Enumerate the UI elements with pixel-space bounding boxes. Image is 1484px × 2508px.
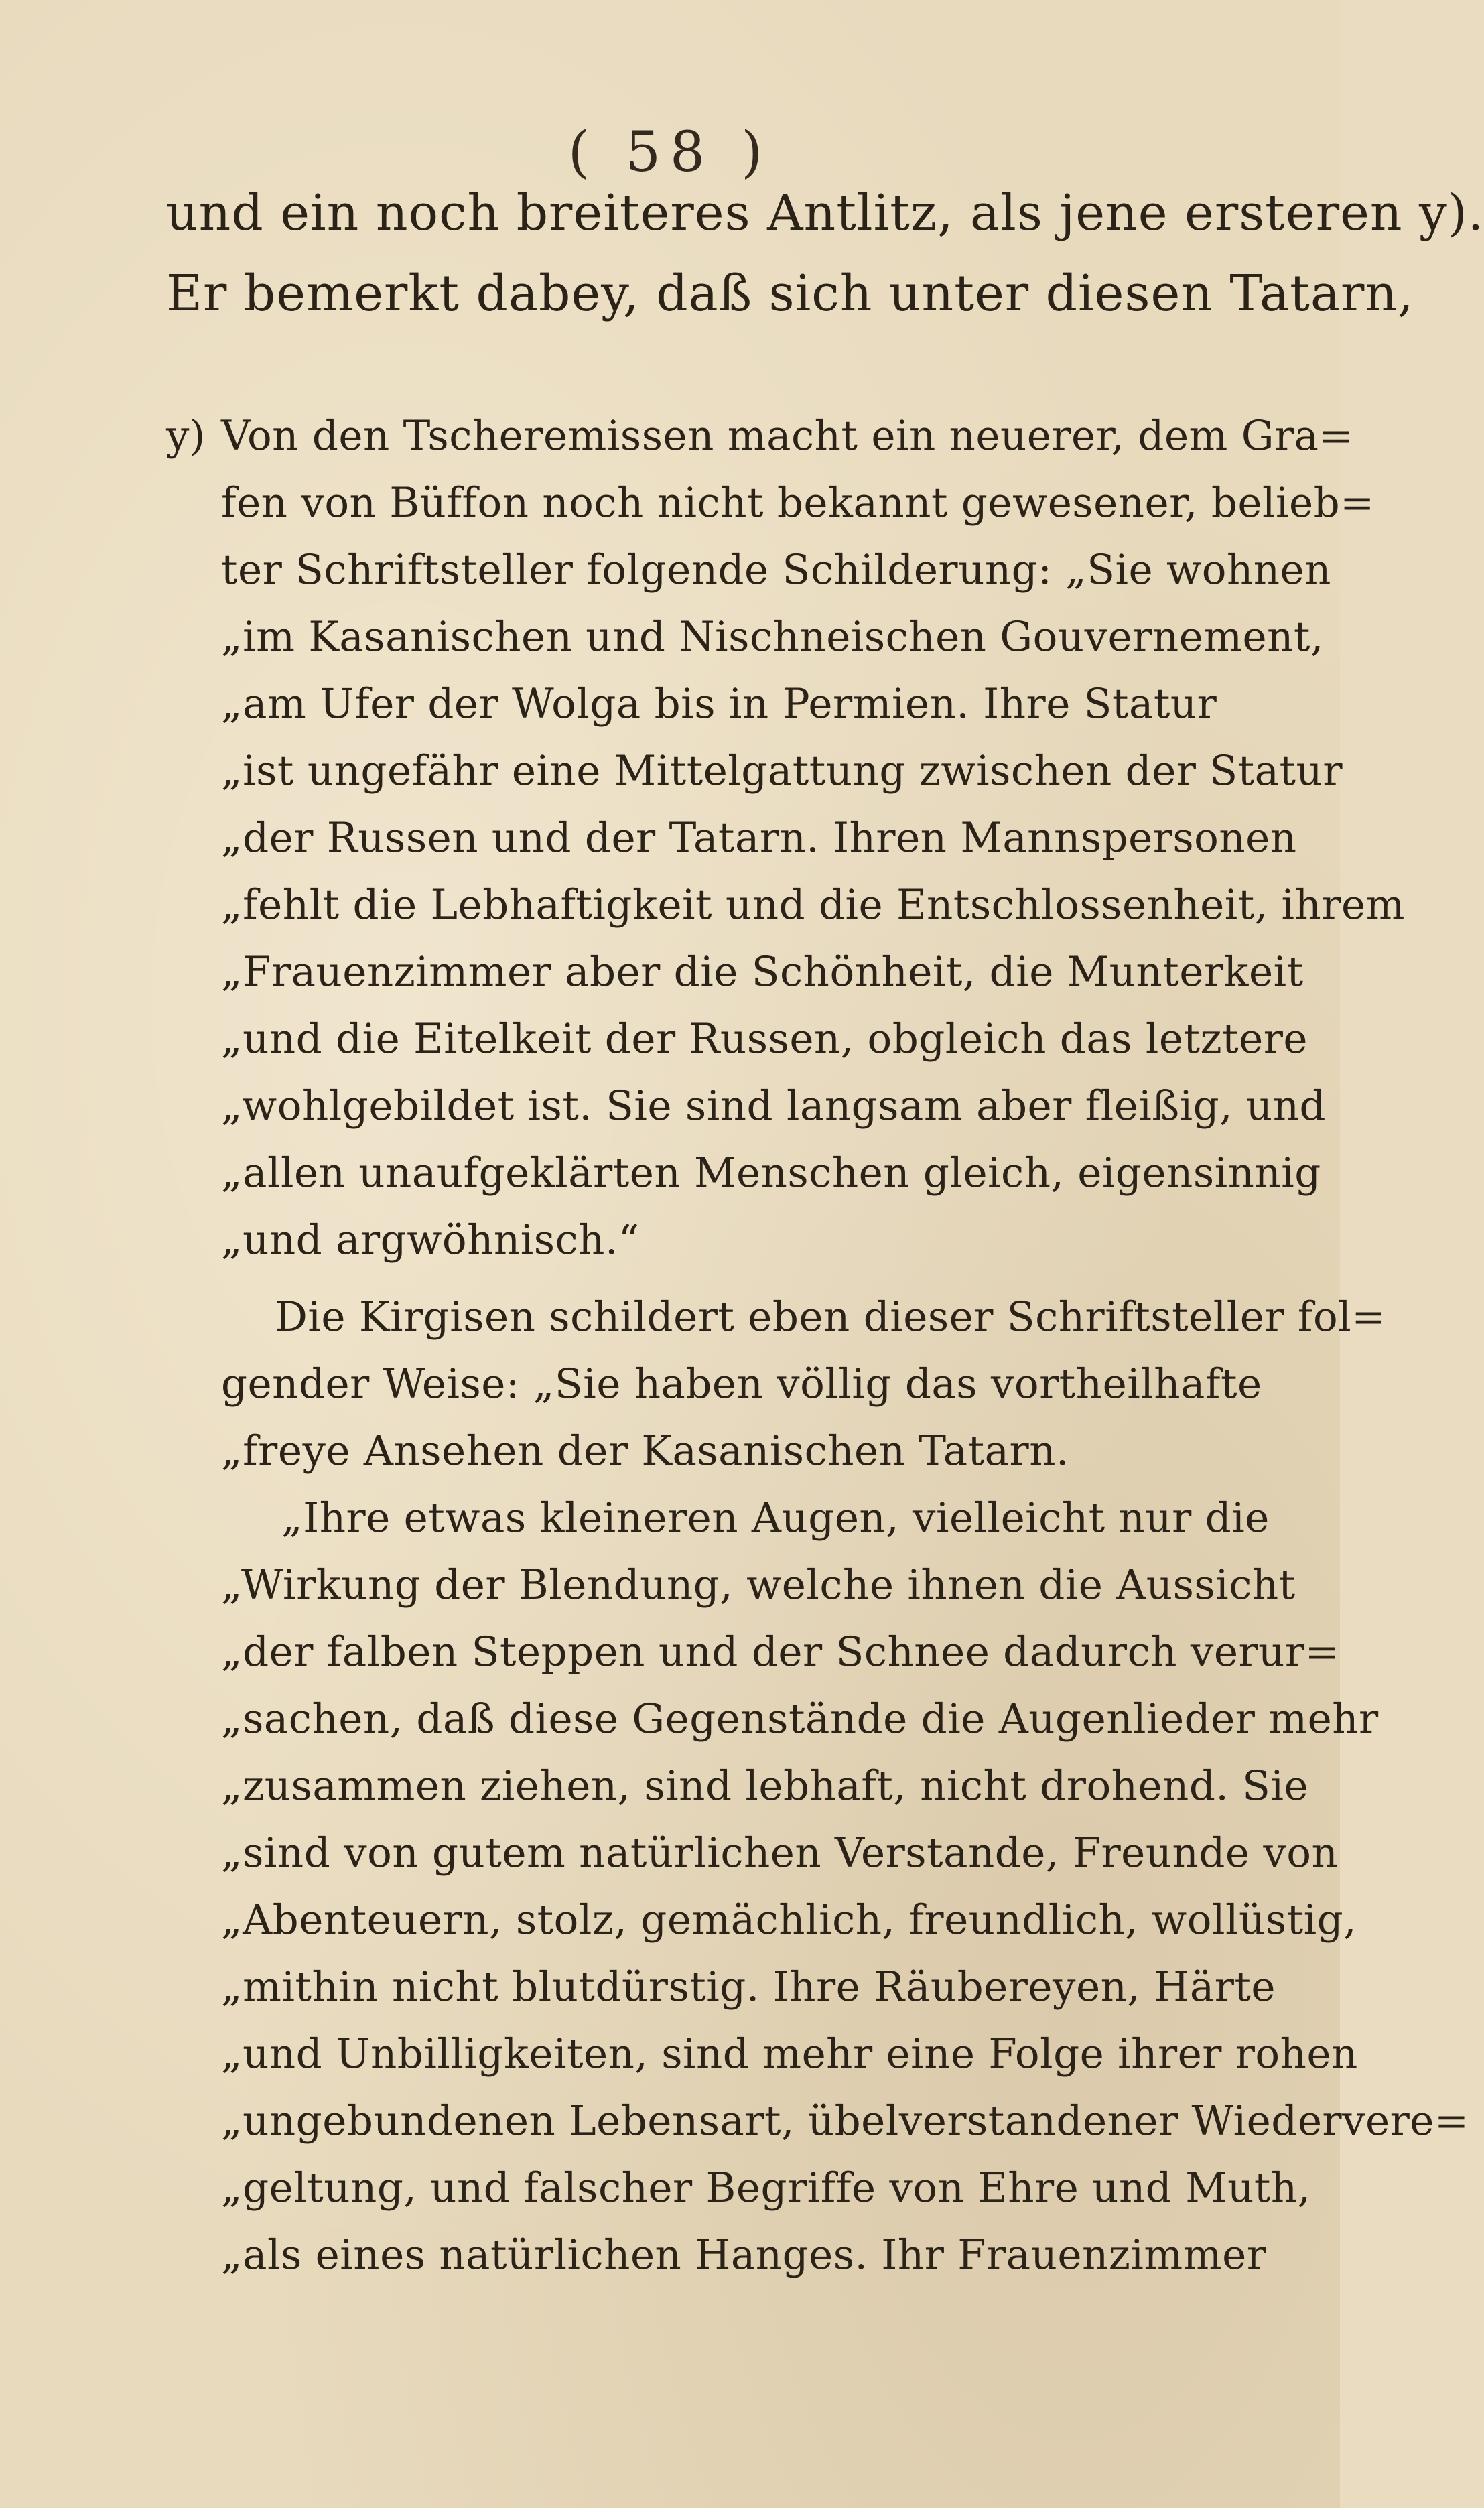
footnote-line-23: „Abenteuern, stolz, gemächlich, freundlich, wollüstig, bbox=[221, 1896, 1357, 1944]
footnote-line-10: „und die Eitelkeit der Russen, obgleich das letztere bbox=[221, 1015, 1308, 1063]
main-text-line-2: Er bemerkt dabey, daß sich unter diesen Tatarn, bbox=[166, 265, 1414, 322]
footnote-line-24: „mithin nicht blutdürstig. Ihre Räubereyen, Härte bbox=[221, 1963, 1276, 2011]
footnote-line-3: ter Schriftsteller folgende Schilderung: „Sie wohnen bbox=[221, 546, 1331, 594]
footnote-line-28: „als eines natürlichen Hanges. Ihr Frauenzimmer bbox=[221, 2231, 1267, 2279]
footnote-line-7: „der Russen und der Tatarn. Ihren Mannspersonen bbox=[221, 814, 1297, 862]
footnote-line-15: gender Weise: „Sie haben völlig das vortheilhafte bbox=[221, 1360, 1262, 1408]
footnote-line-13: „und argwöhnisch.“ bbox=[221, 1216, 640, 1264]
footnote-line-8: „fehlt die Lebhaftigkeit und die Entschlossenheit, ihrem bbox=[221, 881, 1405, 929]
footnote-line-19: „der falben Steppen und der Schnee dadurch verur= bbox=[221, 1628, 1340, 1676]
footnote-line-17: „Ihre etwas kleineren Augen, vielleicht nur die bbox=[281, 1494, 1270, 1542]
footnote-line-18: „Wirkung der Blendung, welche ihnen die Aussicht bbox=[221, 1561, 1296, 1609]
footnote-marker: y) bbox=[166, 412, 206, 460]
footnote-line-21: „zusammen ziehen, sind lebhaft, nicht drohend. Sie bbox=[221, 1762, 1309, 1810]
footnote-line-22: „sind von gutem natürlichen Verstande, Freunde von bbox=[221, 1829, 1339, 1877]
footnote-line-27: „geltung, und falscher Begriffe von Ehre und Muth, bbox=[221, 2164, 1311, 2212]
footnote-line-2: fen von Büffon noch nicht bekannt gewesener, belieb= bbox=[221, 479, 1375, 527]
footnote-line-6: „ist ungefähr eine Mittelgattung zwischen der Statur bbox=[221, 747, 1343, 795]
footnote-line-5: „am Ufer der Wolga bis in Permien. Ihre Statur bbox=[221, 680, 1217, 728]
footnote-line-12: „allen unaufgeklärten Menschen gleich, eigensinnig bbox=[221, 1149, 1321, 1197]
footnote-line-16: „freye Ansehen der Kasanischen Tatarn. bbox=[221, 1427, 1069, 1475]
footnote-line-20: „sachen, daß diese Gegenstände die Augenlieder mehr bbox=[221, 1695, 1379, 1743]
page-number: ( 58 ) bbox=[567, 121, 772, 184]
footnote-line-14: Die Kirgisen schildert eben dieser Schriftsteller fol= bbox=[275, 1293, 1386, 1341]
footnote-line-1: Von den Tscheremissen macht ein neuerer, dem Gra= bbox=[221, 412, 1354, 460]
footnote-line-4: „im Kasanischen und Nischneischen Gouvernement, bbox=[221, 613, 1324, 661]
footnote-line-26: „ungebundenen Lebensart, übelverstandener Wiedervere= bbox=[221, 2097, 1469, 2145]
footnote-line-25: „und Unbilligkeiten, sind mehr eine Folge ihrer rohen bbox=[221, 2030, 1358, 2078]
footnote-line-11: „wohlgebildet ist. Sie sind langsam aber fleißig, und bbox=[221, 1082, 1327, 1130]
main-text-line-1: und ein noch breiteres Antlitz, als jene ersteren y). bbox=[166, 184, 1484, 242]
footnote-line-9: „Frauenzimmer aber die Schönheit, die Munterkeit bbox=[221, 948, 1304, 996]
